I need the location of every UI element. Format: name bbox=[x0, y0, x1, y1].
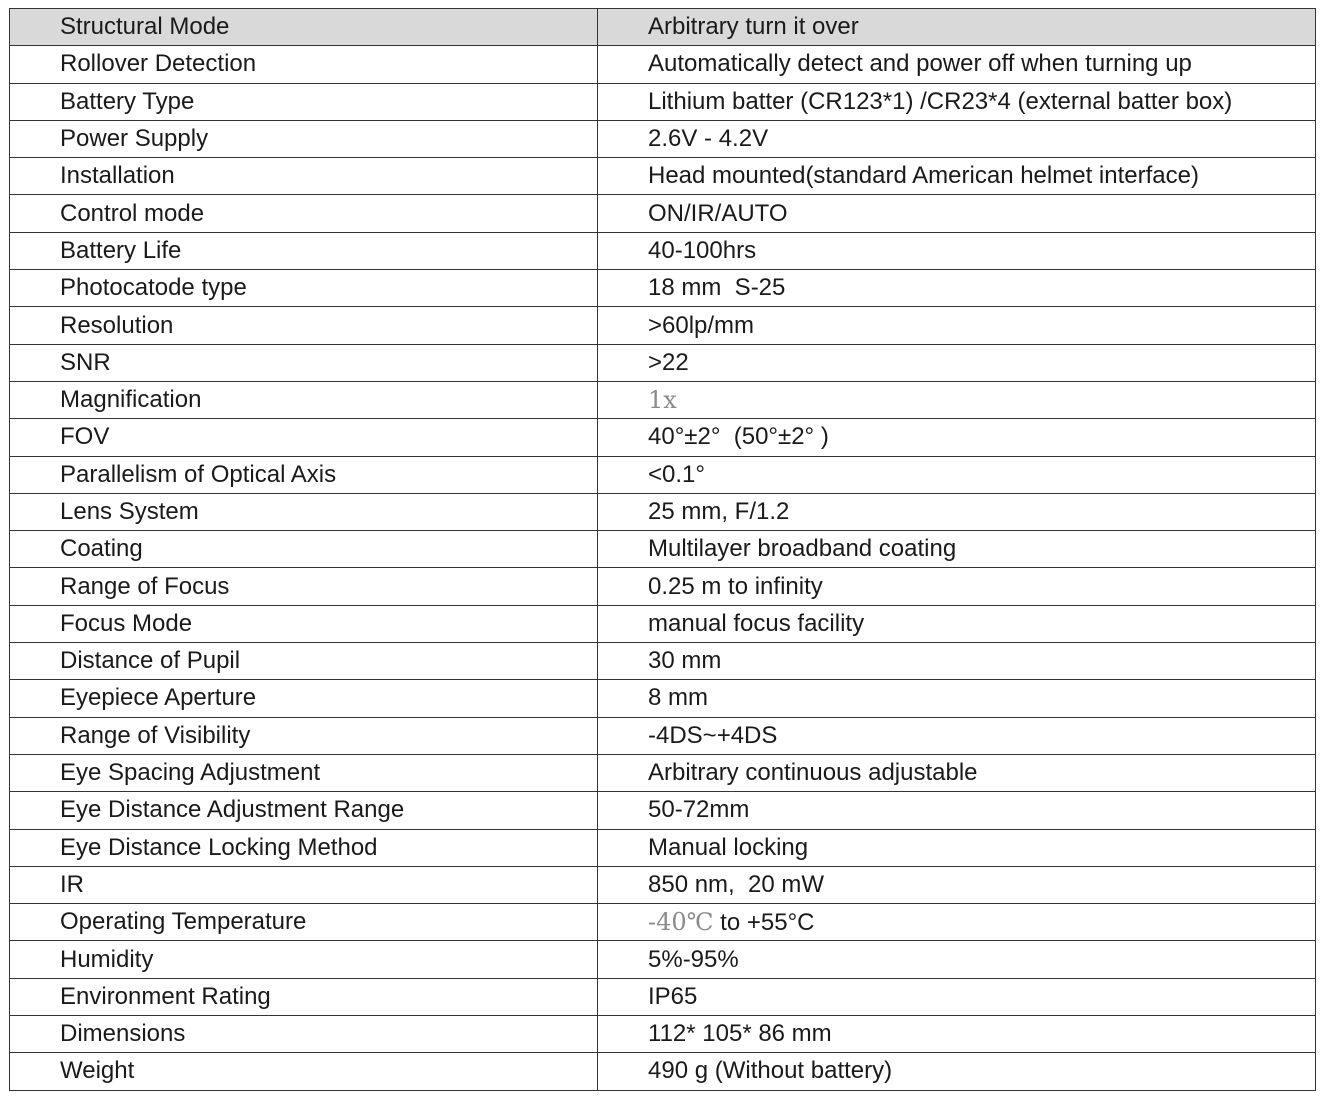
spec-label: Eye Distance Locking Method bbox=[10, 829, 598, 866]
table-row bbox=[10, 568, 1316, 605]
table-row bbox=[10, 1016, 1316, 1053]
table-row bbox=[10, 46, 1316, 83]
spec-value: >22 bbox=[598, 344, 1316, 381]
spec-value: 18 mm S-25 bbox=[598, 270, 1316, 307]
spec-value: ON/IR/AUTO bbox=[598, 195, 1316, 232]
spec-label: Eye Spacing Adjustment bbox=[10, 754, 598, 791]
spec-label: Operating Temperature bbox=[10, 904, 598, 941]
spec-label: Installation bbox=[10, 158, 598, 195]
spec-value: Lithium batter (CR123*1) /CR23*4 (external batter box) bbox=[598, 83, 1316, 120]
spec-value: Automatically detect and power off when turning up bbox=[598, 46, 1316, 83]
spec-label: Lens System bbox=[10, 493, 598, 530]
table-row bbox=[10, 643, 1316, 680]
spec-label: Resolution bbox=[10, 307, 598, 344]
spec-label: Environment Rating bbox=[10, 978, 598, 1015]
table-row bbox=[10, 232, 1316, 269]
table-row bbox=[10, 344, 1316, 381]
spec-value: >60lp/mm bbox=[598, 307, 1316, 344]
spec-value: 50-72mm bbox=[598, 792, 1316, 829]
spec-label: Rollover Detection bbox=[10, 46, 598, 83]
spec-label: Weight bbox=[10, 1053, 598, 1090]
spec-value: 40°±2° (50°±2° ) bbox=[598, 419, 1316, 456]
spec-label: IR bbox=[10, 866, 598, 903]
spec-value bbox=[598, 381, 1316, 418]
spec-label: Eye Distance Adjustment Range bbox=[10, 792, 598, 829]
spec-label: Distance of Pupil bbox=[10, 643, 598, 680]
spec-label: FOV bbox=[10, 419, 598, 456]
spec-value: -4DS~+4DS bbox=[598, 717, 1316, 754]
spec-label: Focus Mode bbox=[10, 605, 598, 642]
table-row bbox=[10, 717, 1316, 754]
spec-label: Structural Mode bbox=[10, 9, 598, 46]
spec-value: Arbitrary continuous adjustable bbox=[598, 754, 1316, 791]
spec-value: manual focus facility bbox=[598, 605, 1316, 642]
spec-label: Magnification bbox=[10, 381, 598, 418]
table-row bbox=[10, 531, 1316, 568]
temperature-low-value: -40℃ bbox=[648, 907, 714, 936]
spec-label: Power Supply bbox=[10, 120, 598, 157]
spec-value: Head mounted(standard American helmet interface) bbox=[598, 158, 1316, 195]
spec-value: 40-100hrs bbox=[598, 232, 1316, 269]
table-row bbox=[10, 680, 1316, 717]
spec-label: Dimensions bbox=[10, 1016, 598, 1053]
table-row bbox=[10, 866, 1316, 903]
table-row bbox=[10, 493, 1316, 530]
table-row bbox=[10, 158, 1316, 195]
table-row bbox=[10, 904, 1316, 941]
spec-value: 2.6V - 4.2V bbox=[598, 120, 1316, 157]
table-row bbox=[10, 195, 1316, 232]
table-row bbox=[10, 978, 1316, 1015]
spec-label: Coating bbox=[10, 531, 598, 568]
spec-value: Multilayer broadband coating bbox=[598, 531, 1316, 568]
spec-label: Photocatode type bbox=[10, 270, 598, 307]
table-row bbox=[10, 941, 1316, 978]
table-row bbox=[10, 605, 1316, 642]
temperature-high-value: to +55°C bbox=[713, 908, 815, 936]
spec-table bbox=[9, 8, 1316, 1091]
spec-label: Range of Visibility bbox=[10, 717, 598, 754]
spec-value: Arbitrary turn it over bbox=[598, 9, 1316, 46]
table-row bbox=[10, 754, 1316, 791]
table-row bbox=[10, 456, 1316, 493]
spec-value: Manual locking bbox=[598, 829, 1316, 866]
spec-value: <0.1° bbox=[598, 456, 1316, 493]
spec-label: Battery Type bbox=[10, 83, 598, 120]
spec-value: 112* 105* 86 mm bbox=[598, 1016, 1316, 1053]
table-row bbox=[10, 419, 1316, 456]
spec-value: 0.25 m to infinity bbox=[598, 568, 1316, 605]
spec-value: IP65 bbox=[598, 978, 1316, 1015]
magnification-value: 1x bbox=[648, 385, 677, 414]
spec-label: Control mode bbox=[10, 195, 598, 232]
table-row bbox=[10, 307, 1316, 344]
spec-value: 30 mm bbox=[598, 643, 1316, 680]
spec-label: Parallelism of Optical Axis bbox=[10, 456, 598, 493]
spec-label: Eyepiece Aperture bbox=[10, 680, 598, 717]
spec-label: Range of Focus bbox=[10, 568, 598, 605]
spec-value: 25 mm, F/1.2 bbox=[598, 493, 1316, 530]
spec-value: 850 nm, 20 mW bbox=[598, 866, 1316, 903]
spec-label: Battery Life bbox=[10, 232, 598, 269]
spec-value: 490 g (Without battery) bbox=[598, 1053, 1316, 1090]
table-row bbox=[10, 270, 1316, 307]
spec-value: 5%-95% bbox=[598, 941, 1316, 978]
table-header-row bbox=[10, 9, 1316, 46]
table-row bbox=[10, 83, 1316, 120]
table-row bbox=[10, 792, 1316, 829]
table-row bbox=[10, 829, 1316, 866]
table-row bbox=[10, 1053, 1316, 1090]
spec-value bbox=[598, 904, 1316, 941]
spec-value: 8 mm bbox=[598, 680, 1316, 717]
spec-label: Humidity bbox=[10, 941, 598, 978]
table-row bbox=[10, 120, 1316, 157]
spec-label: SNR bbox=[10, 344, 598, 381]
table-row bbox=[10, 381, 1316, 418]
